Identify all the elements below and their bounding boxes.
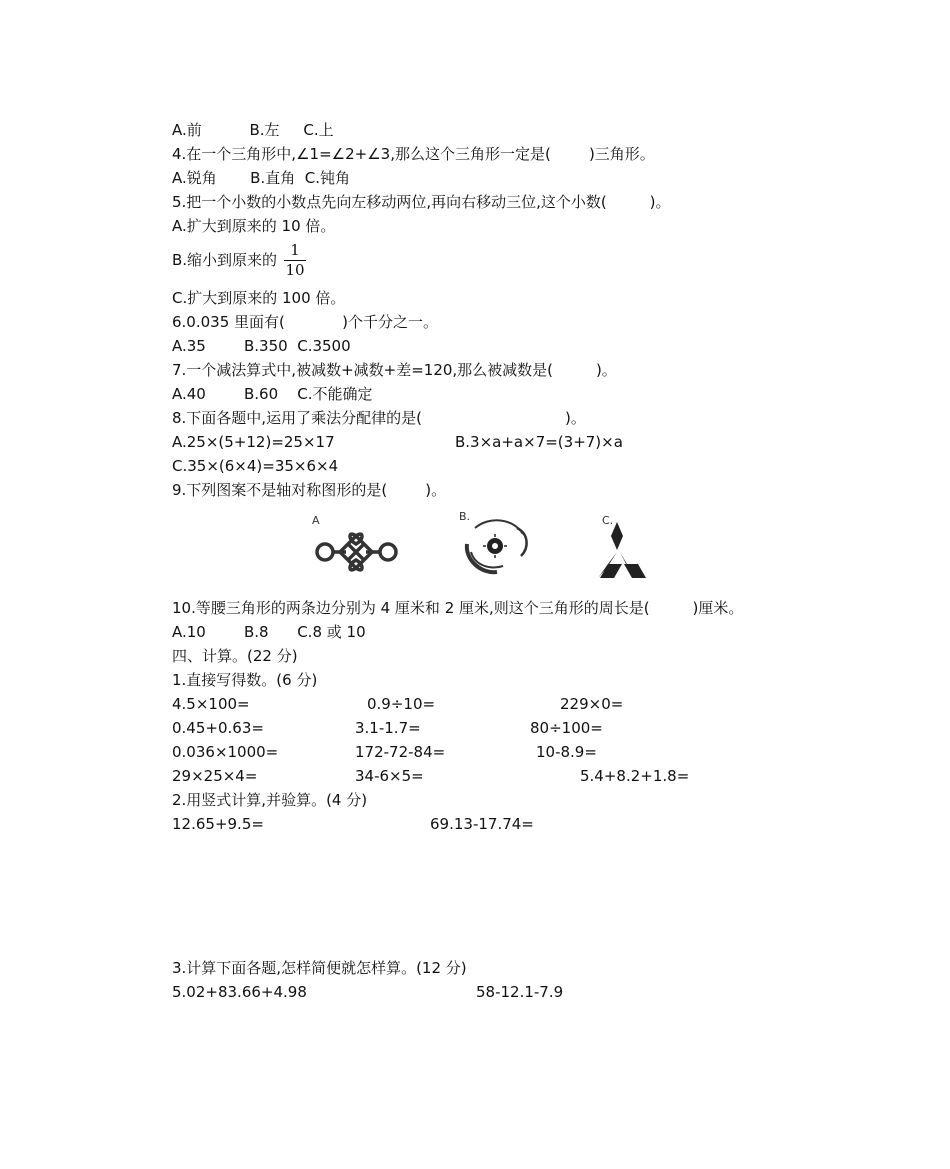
q6-options: A.35 B.350 C.3500 [172, 337, 351, 355]
q5-option-a: A.扩大到原来的 10 倍。 [172, 217, 336, 235]
calc1-r2-c0: 0.036×1000= [172, 743, 279, 761]
figure-c-three-diamonds [598, 512, 682, 582]
fraction-numerator: 1 [290, 241, 300, 259]
fraction-denominator: 10 [285, 261, 305, 279]
q5-fraction [284, 242, 306, 279]
calc1-r1-c0: 0.45+0.63= [172, 719, 264, 737]
calc2-item-2: 69.13-17.74= [430, 815, 534, 833]
figure-a-chinese-knot [310, 512, 406, 582]
calc1-r3-c2: 5.4+8.2+1.8= [580, 767, 690, 785]
q8-option-a: A.25×(5+12)=25×17 [172, 433, 335, 451]
part-3-heading: 3.计算下面各题,怎样简便就怎样算。(12 分) [172, 959, 467, 977]
calc2-item-1: 12.65+9.5= [172, 815, 264, 833]
q8-option-b: B.3×a+a×7=(3+7)×a [455, 433, 623, 451]
calc1-r0-c2: 229×0= [560, 695, 624, 713]
calc1-r1-c1: 3.1-1.7= [355, 719, 421, 737]
part-1-heading: 1.直接写得数。(6 分) [172, 671, 318, 689]
question-7: 7.一个减法算式中,被减数+减数+差=120,那么被减数是( )。 [172, 361, 617, 379]
q5-option-b: B.缩小到原来的 [172, 251, 278, 269]
q8-option-c: C.35×(6×4)=35×6×4 [172, 457, 339, 475]
calc1-r0-c1: 0.9÷10= [367, 695, 436, 713]
q7-options: A.40 B.60 C.不能确定 [172, 385, 373, 403]
question-8: 8.下面各题中,运用了乘法分配律的是( )。 [172, 409, 586, 427]
question-4: 4.在一个三角形中,∠1=∠2+∠3,那么这个三角形一定是( )三角形。 [172, 145, 655, 163]
calc3-item-1: 5.02+83.66+4.98 [172, 983, 307, 1001]
calc1-r2-c1: 172-72-84= [355, 743, 446, 761]
q10-options: A.10 B.8 C.8 或 10 [172, 623, 366, 641]
q5-option-c: C.扩大到原来的 100 倍。 [172, 289, 346, 307]
calc1-r1-c2: 80÷100= [530, 719, 603, 737]
figure-b-swirl [455, 508, 537, 582]
calc1-r0-c0: 4.5×100= [172, 695, 250, 713]
section-4-heading: 四、计算。(22 分) [172, 647, 298, 665]
calc1-r2-c2: 10-8.9= [536, 743, 597, 761]
q3-options: A.前 B.左 C.上 [172, 121, 334, 139]
figure-a-label: A [312, 514, 320, 527]
calc1-r3-c1: 34-6×5= [355, 767, 424, 785]
question-6: 6.0.035 里面有( )个千分之一。 [172, 313, 438, 331]
chinese-knot-icon [310, 512, 406, 582]
part-2-heading: 2.用竖式计算,并验算。(4 分) [172, 791, 368, 809]
question-10: 10.等腰三角形的两条边分别为 4 厘米和 2 厘米,则这个三角形的周长是( )厘米。 [172, 599, 744, 617]
figure-b-label: B. [459, 510, 471, 523]
question-5: 5.把一个小数的小数点先向左移动两位,再向右移动三位,这个小数( )。 [172, 193, 671, 211]
calc1-r3-c0: 29×25×4= [172, 767, 258, 785]
q4-options: A.锐角 B.直角 C.钝角 [172, 169, 350, 187]
question-9: 9.下列图案不是轴对称图形的是( )。 [172, 481, 447, 499]
figure-c-label: C. [602, 514, 614, 527]
calc3-item-2: 58-12.1-7.9 [476, 983, 564, 1001]
